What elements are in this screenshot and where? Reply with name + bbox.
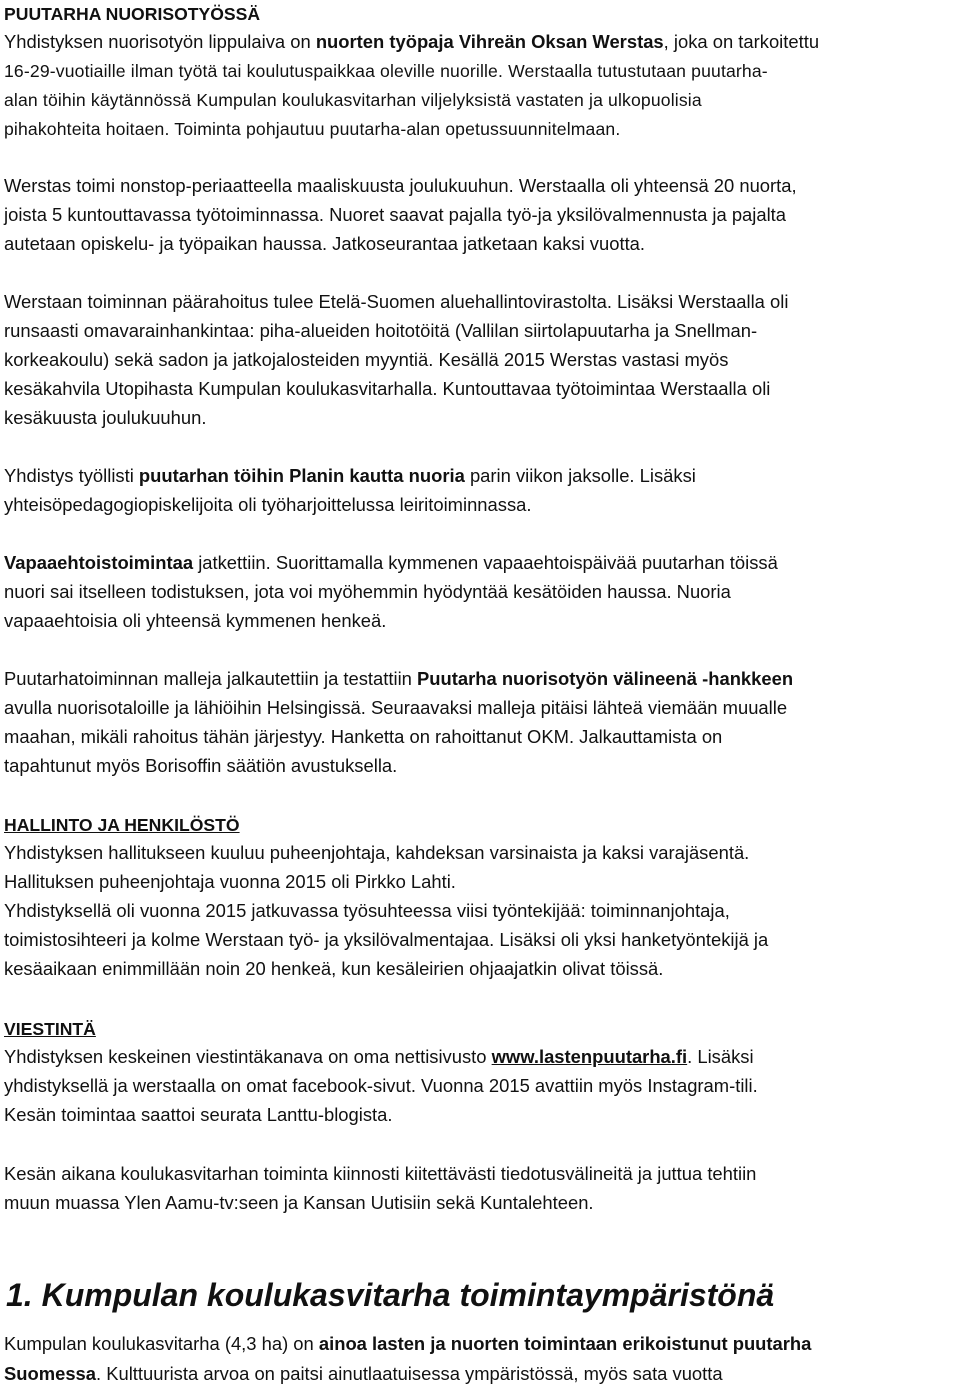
paragraph-line: nuori sai itselleen todistuksen, jota voi myöhemmin hyödyntää kesätöiden haussa. Nuoria <box>4 581 731 602</box>
paragraph-line: Yhdistyksellä oli vuonna 2015 jatkuvassa työsuhteessa viisi työntekijää: toiminnanjohtaja, <box>4 900 730 921</box>
paragraph-line: kesäkuusta joulukuuhun. <box>4 407 207 428</box>
paragraph-line: pihakohteita hoitaen. Toiminta pohjautuu puutarha-alan opetussuunnitelmaan. <box>4 119 621 139</box>
highlight-ainoa: ainoa lasten ja nuorten toimintaan erikoistunut puutarha <box>318 1333 812 1354</box>
paragraph-line: Werstas toimi nonstop-periaatteella maaliskuusta joulukuuhun. Werstaalla oli yhteensä 20 nuorta, <box>4 175 797 196</box>
paragraph-line: avulla nuorisotaloille ja lähiöihin Helsingissä. Seuraavaksi malleja pitäisi lähteä viemään muualle <box>4 697 788 718</box>
website-link[interactable]: www.lastenpuutarha.fi <box>491 1046 688 1067</box>
highlight-hanke: Puutarha nuorisotyön välineenä -hankkeen <box>417 668 794 689</box>
paragraph-line: 16-29-vuotiaille ilman työtä tai koulutuspaikkaa oleville nuorille. Werstaalla tutustutaan puutarha- <box>4 61 768 81</box>
paragraph-line: Yhdistyksen keskeinen viestintäkanava on oma nettisivusto www.lastenpuutarha.fi. Lisäksi <box>4 1046 754 1067</box>
paragraph-line: toimistosihteeri ja kolme Werstaan työ- ja yksilövalmentajaa. Lisäksi oli yksi hanketyöntekijä ja <box>4 929 769 950</box>
section-heading-puutarha: PUUTARHA NUORISOTYÖSSÄ <box>4 4 261 24</box>
paragraph-line: tapahtunut myös Borisoffin säätiön avustuksella. <box>4 755 398 776</box>
paragraph-line: maahan, mikäli rahoitus tähän järjestyy. Hanketta on rahoittanut OKM. Jalkauttamista on <box>4 726 723 747</box>
paragraph-line: Yhdistys työllisti puutarhan töihin Planin kautta nuoria parin viikon jaksolle. Lisäksi <box>4 465 696 486</box>
paragraph-line: Yhdistyksen nuorisotyön lippulaiva on nuorten työpaja Vihreän Oksan Werstas, joka on tarkoitettu <box>4 31 820 52</box>
paragraph-line: muun muassa Ylen Aamu-tv:seen ja Kansan Uutisiin sekä Kuntalehteen. <box>4 1192 594 1213</box>
paragraph-line: Yhdistyksen hallitukseen kuuluu puheenjohtaja, kahdeksan varsinaista ja kaksi varajäsentä. <box>4 842 750 863</box>
paragraph-line: yhdistyksellä ja werstaalla on omat facebook-sivut. Vuonna 2015 avattiin myös Instagram-tili. <box>4 1075 758 1096</box>
section-heading-viestinta: VIESTINTÄ <box>4 1019 96 1039</box>
highlight-plan: puutarhan töihin Planin kautta nuoria <box>138 465 465 486</box>
paragraph-line: Kumpulan koulukasvitarha (4,3 ha) on ainoa lasten ja nuorten toimintaan erikoistunut puutarha <box>4 1333 812 1354</box>
paragraph-line: kesäkahvila Utopihasta Kumpulan koulukasvitarhalla. Kuntouttavaa työtoimintaa Werstaalla oli <box>4 378 771 399</box>
paragraph-line: joista 5 kuntouttavassa työtoiminnassa. Nuoret saavat pajalla työ-ja yksilövalmennusta ja pajalta <box>4 204 787 225</box>
paragraph-line: Hallituksen puheenjohtaja vuonna 2015 oli Pirkko Lahti. <box>4 871 456 892</box>
paragraph-line: Suomessa. Kulttuurista arvoa on paitsi ainutlaatuisessa ympäristössä, myös sata vuotta <box>4 1363 723 1384</box>
chapter-title: 1. Kumpulan koulukasvitarha toimintaympäristönä <box>6 1277 775 1313</box>
paragraph-line: alan töihin käytännössä Kumpulan koulukasvitarhan viljelyksistä vastaten ja ulkopuolisia <box>4 90 702 110</box>
paragraph-line: Vapaaehtoistoimintaa jatkettiin. Suorittamalla kymmenen vapaaehtoispäivää puutarhan töissä <box>4 552 778 573</box>
paragraph-line: vapaaehtoisia oli yhteensä kymmenen henkeä. <box>4 610 387 631</box>
paragraph-line: korkeakoulu) sekä sadon ja jatkojalosteiden myyntiä. Kesällä 2015 Werstas vastasi myös <box>4 349 729 370</box>
paragraph-line: Kesän toimintaa saattoi seurata Lanttu-blogista. <box>4 1104 393 1125</box>
section-heading-hallinto: HALLINTO JA HENKILÖSTÖ <box>4 815 240 835</box>
paragraph-line: yhteisöpedagogiopiskelijoita oli työharjoittelussa leiritoiminnassa. <box>4 494 532 515</box>
highlight-werstas: nuorten työpaja Vihreän Oksan Werstas <box>315 31 664 52</box>
paragraph-line: runsaasti omavarainhankintaa: piha-alueiden hoitotöitä (Vallilan siirtolapuutarha ja Snellman- <box>4 320 758 341</box>
highlight-suomessa: Suomessa <box>4 1363 96 1384</box>
highlight-vapaaehtois: Vapaaehtoistoimintaa <box>4 552 194 573</box>
paragraph-line: Puutarhatoiminnan malleja jalkautettiin ja testattiin Puutarha nuorisotyön välineenä -hankkeen <box>4 668 794 689</box>
paragraph-line: autetaan opiskelu- ja työpaikan haussa. Jatkoseurantaa jatketaan kaksi vuotta. <box>4 233 646 254</box>
paragraph-line: Werstaan toiminnan päärahoitus tulee Etelä-Suomen aluehallintovirastolta. Lisäksi Werstaalla oli <box>4 291 789 312</box>
paragraph-line: Kesän aikana koulukasvitarhan toiminta kiinnosti kiitettävästi tiedotusvälineitä ja juttua tehtiin <box>4 1163 757 1184</box>
paragraph-line: kesäaikaan enimmillään noin 20 henkeä, kun kesäleirien ohjaajatkin olivat töissä. <box>4 958 664 979</box>
